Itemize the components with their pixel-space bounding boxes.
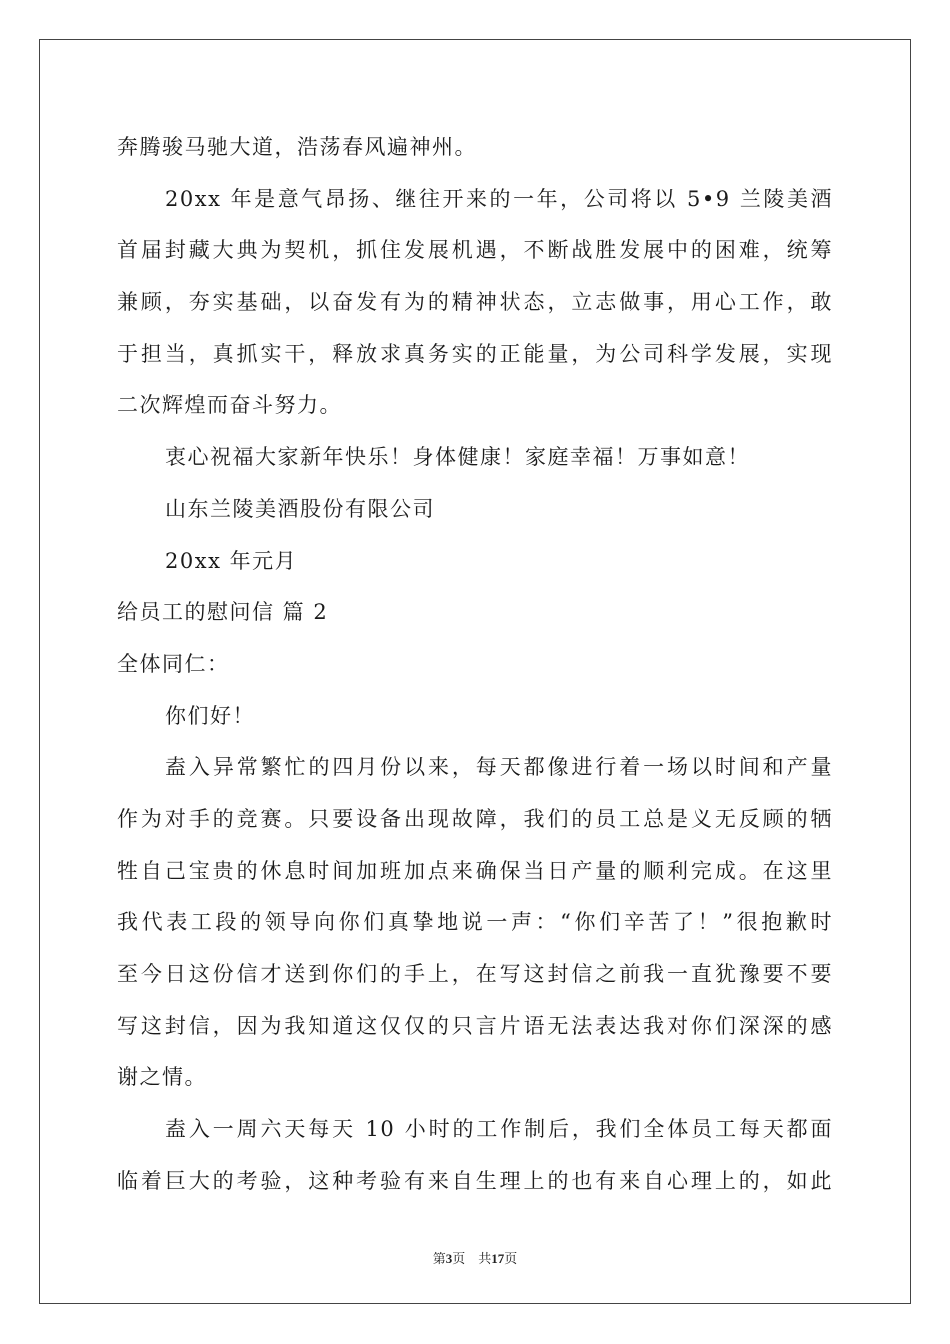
text-line: 我代表工段的领导向你们真挚地说一声：“你们辛苦了！”很抱歉时 [117, 910, 833, 935]
text-line: 作为对手的竞赛。只要设备出现故障，我们的员工总是义无反顾的牺 [117, 806, 833, 831]
text-line: 奔腾骏马驰大道，浩荡春风遍神州。 [117, 135, 477, 159]
footer-suffix: 页 [504, 1251, 518, 1266]
text-line: 兼顾，夯实基础，以奋发有为的精神状态，立志做事，用心工作，敢 [117, 290, 833, 315]
page-footer [0, 1248, 950, 1267]
section-heading: 给员工的慰问信 篇 2 [117, 600, 329, 625]
signature-company: 山东兰陵美酒股份有限公司 [165, 496, 435, 521]
signature-date: 20xx 年元月 [165, 548, 298, 573]
text-line: 于担当，真抓实干，释放求真务实的正能量，为公司科学发展，实现 [117, 341, 833, 366]
text-line: 牲自己宝贵的休息时间加班加点来确保当日产量的顺利完成。在这里 [117, 858, 833, 883]
total-page-count: 17 [491, 1251, 505, 1266]
current-page-number: 3 [445, 1251, 453, 1266]
text-line: 衷心祝福大家新年快乐！身体健康！家庭幸福！万事如意！ [165, 445, 750, 470]
text-line: 盍入一周六天每天 10 小时的工作制后，我们全体员工每天都面 [165, 1117, 833, 1142]
salutation: 全体同仁： [117, 651, 230, 676]
text-line: 谢之情。 [117, 1065, 207, 1090]
text-line: 临着巨大的考验，这种考验有来自生理上的也有来自心理上的，如此 [117, 1168, 833, 1193]
footer-prefix: 第 [432, 1251, 446, 1266]
text-line: 写这封信，因为我知道这仅仅的只言片语无法表达我对你们深深的感 [117, 1013, 833, 1038]
footer-mid: 页 共 [452, 1251, 492, 1266]
document-body [117, 122, 833, 1207]
text-line: 首届封藏大典为契机，抓住发展机遇，不断战胜发展中的困难，统筹 [117, 238, 833, 263]
text-line: 至今日这份信才送到你们的手上，在写这封信之前我一直犹豫要不要 [117, 962, 833, 986]
text-line: 盍入异常繁忙的四月份以来，每天都像进行着一场以时间和产量 [165, 755, 833, 780]
text-line: 20xx 年是意气昂扬、继往开来的一年，公司将以 5•9 兰陵美酒 [165, 186, 833, 211]
greeting: 你们好！ [165, 703, 255, 728]
text-line: 二次辉煌而奋斗努力。 [117, 393, 342, 418]
